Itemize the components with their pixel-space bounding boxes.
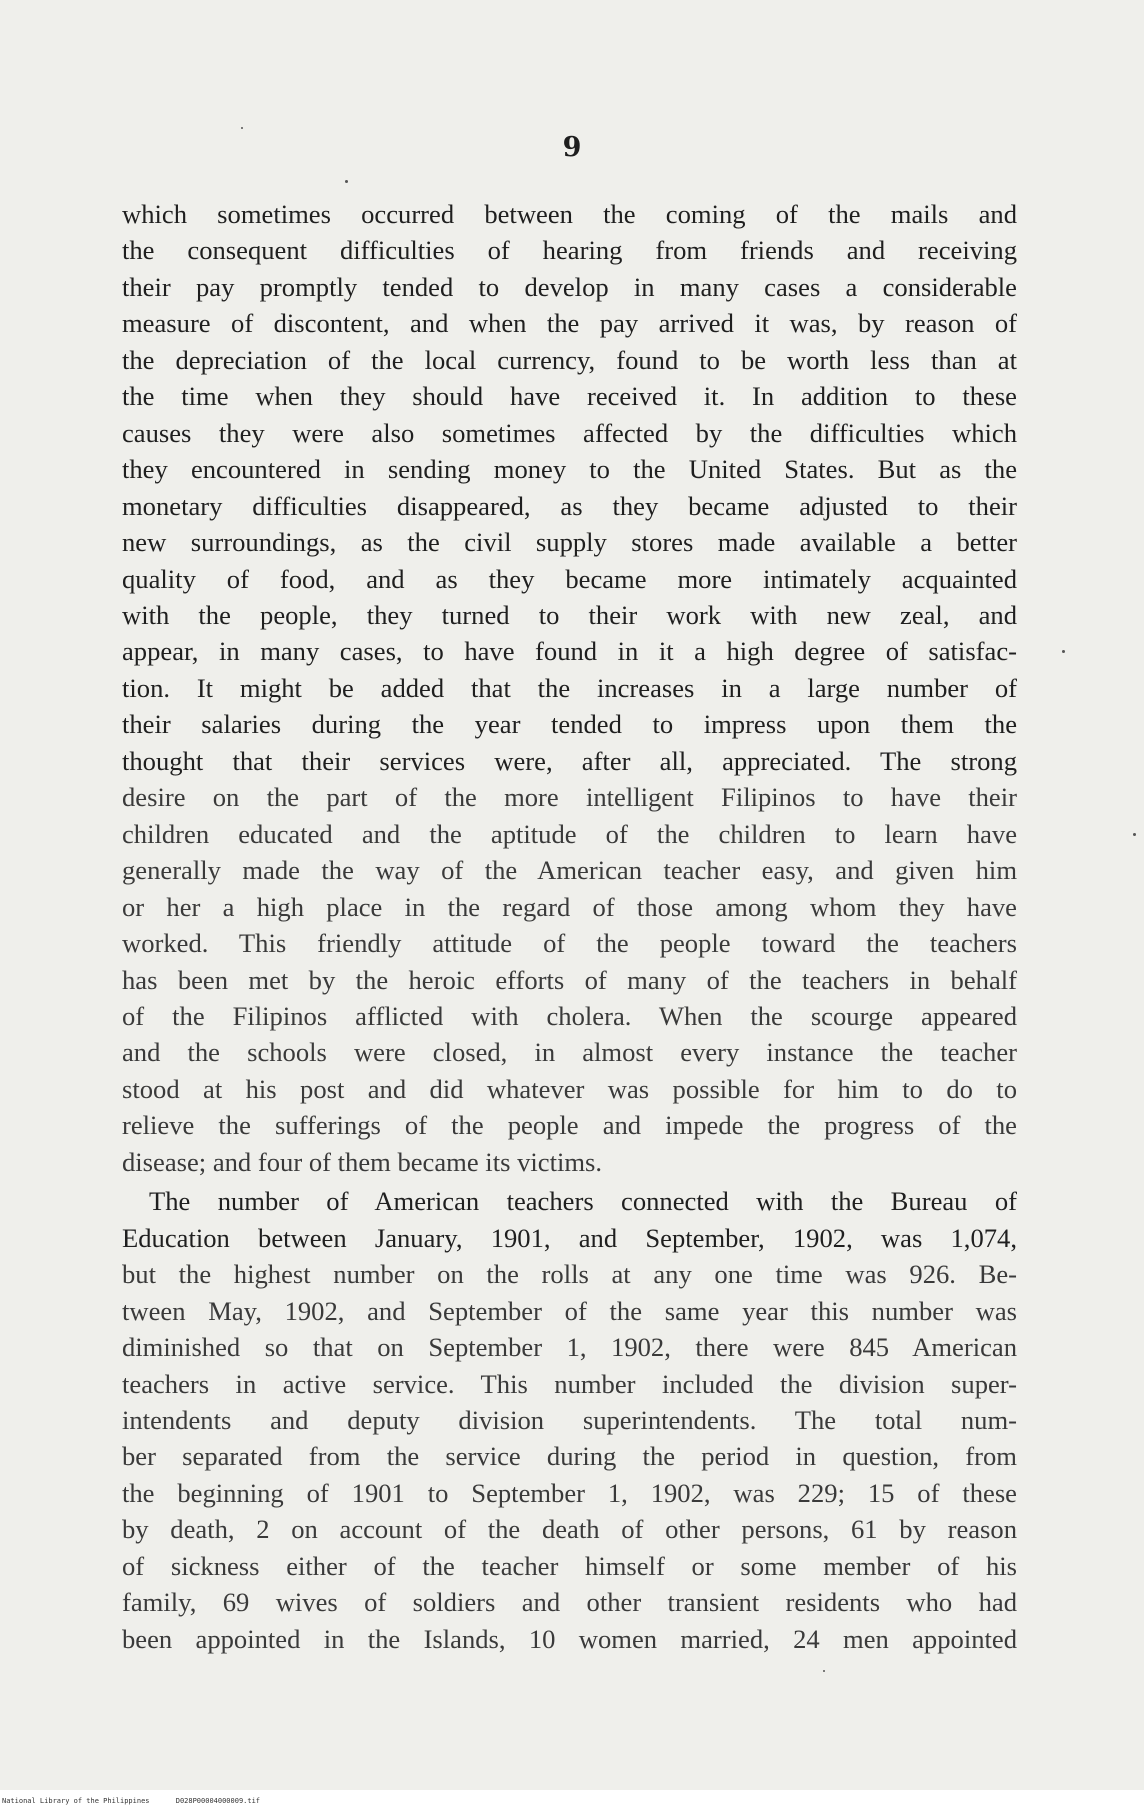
- scan-speck: [823, 1670, 825, 1672]
- text-line: relieve the sufferings of the people and impede the progress of the: [122, 1110, 1017, 1141]
- text-line: their salaries during the year tended to impress upon them the: [122, 709, 1017, 740]
- text-line: by death, 2 on account of the death of other persons, 61 by reason: [122, 1514, 1017, 1545]
- text-line: their pay promptly tended to develop in many cases a considerable: [122, 271, 1017, 302]
- scan-speck: [345, 180, 348, 183]
- text-line: quality of food, and as they became more intimately acquainted: [122, 563, 1017, 594]
- body-text: [122, 196, 1017, 1657]
- text-line: causes they were also sometimes affected by the difficulties which: [122, 417, 1017, 448]
- paragraph-continuation: [122, 196, 1017, 1180]
- text-line: intendents and deputy division superintendents. The total num-: [122, 1404, 1017, 1435]
- text-line: ber separated from the service during the period in question, from: [122, 1441, 1017, 1472]
- text-line: been appointed in the Islands, 10 women married, 24 men appointed: [122, 1623, 1017, 1654]
- text-line: The number of American teachers connected with the Bureau of: [149, 1186, 1017, 1217]
- text-line: with the people, they turned to their work with new zeal, and: [122, 599, 1017, 630]
- text-line: family, 69 wives of soldiers and other transient residents who had: [122, 1587, 1017, 1618]
- text-line: but the highest number on the rolls at any one time was 926. Be-: [122, 1259, 1017, 1290]
- text-line: of sickness either of the teacher himself or some member of his: [122, 1550, 1017, 1581]
- footer-library: National Library of the Philippines: [2, 1797, 150, 1805]
- text-line: generally made the way of the American teacher easy, and given him: [122, 855, 1017, 886]
- text-line: the time when they should have received it. In addition to these: [122, 381, 1017, 412]
- footer-file: D028P00004000009.tif: [175, 1797, 261, 1805]
- text-line: disease; and four of them became its victims.: [122, 1146, 603, 1177]
- text-line: teachers in active service. This number included the division super-: [122, 1368, 1017, 1399]
- scan-footer: [2, 1797, 260, 1805]
- text-line: the beginning of 1901 to September 1, 1902, was 229; 15 of these: [122, 1477, 1017, 1508]
- text-line: and the schools were closed, in almost every instance the teacher: [122, 1037, 1017, 1068]
- text-line: monetary difficulties disappeared, as they became adjusted to their: [122, 490, 1017, 521]
- text-line: the depreciation of the local currency, found to be worth less than at: [122, 344, 1017, 375]
- text-line: stood at his post and did whatever was possible for him to do to: [122, 1073, 1017, 1104]
- text-line: tion. It might be added that the increases in a large number of: [122, 672, 1017, 703]
- text-line: measure of discontent, and when the pay arrived it was, by reason of: [122, 308, 1017, 339]
- text-line: diminished so that on September 1, 1902, there were 845 American: [122, 1332, 1017, 1363]
- text-line: of the Filipinos afflicted with cholera. When the scourge appeared: [122, 1000, 1017, 1031]
- text-line: tween May, 1902, and September of the same year this number was: [122, 1295, 1017, 1326]
- text-line: the consequent difficulties of hearing from friends and receiving: [122, 235, 1017, 266]
- paragraph-teachers: [122, 1183, 1017, 1657]
- text-line: has been met by the heroic efforts of many of the teachers in behalf: [122, 964, 1017, 995]
- text-line: appear, in many cases, to have found in it a high degree of satisfac-: [122, 636, 1017, 667]
- text-line: desire on the part of the more intelligent Filipinos to have their: [122, 782, 1017, 813]
- scan-speck: [1133, 833, 1136, 836]
- text-line: children educated and the aptitude of the children to learn have: [122, 818, 1017, 849]
- text-line: they encountered in sending money to the United States. But as the: [122, 454, 1017, 485]
- text-line: thought that their services were, after all, appreciated. The strong: [122, 745, 1017, 776]
- page-number: 9: [562, 132, 582, 163]
- text-line: new surroundings, as the civil supply stores made available a better: [122, 527, 1017, 558]
- text-line: or her a high place in the regard of those among whom they have: [122, 891, 1017, 922]
- text-line: Education between January, 1901, and September, 1902, was 1,074,: [122, 1222, 1017, 1253]
- scan-speck: [1062, 650, 1065, 653]
- text-line: worked. This friendly attitude of the people toward the teachers: [122, 928, 1017, 959]
- text-line: which sometimes occurred between the coming of the mails and: [122, 199, 1017, 229]
- scan-speck: [241, 127, 243, 129]
